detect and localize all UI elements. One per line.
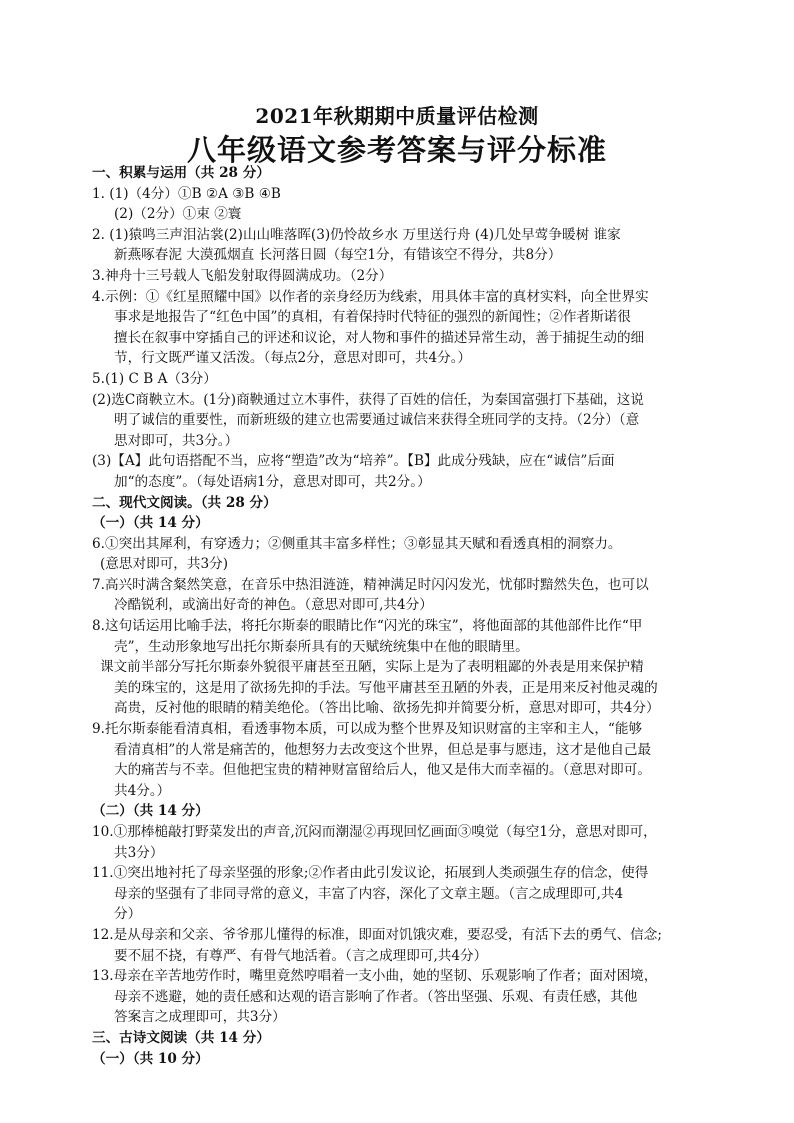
answer-line-q2: 新燕啄春泥 大漠孤烟直 长河落日圆（每空1分，有错该空不得分，共8分） (114, 247, 562, 264)
answer-line-q3: 3.神舟十三号载人飞船发射取得圆满成功。（2分） (92, 267, 393, 284)
answer-line-q6: 6.①突出其犀利，有穿透力；②侧重其丰富多样性；③彰显其天赋和看透真相的洞察力。 (92, 535, 622, 552)
answer-line-q4: 4.示例：①《红星照耀中国》以作者的亲身经历为线索，用具体丰富的真材实料，向全世界实 (92, 288, 649, 305)
answer-content (92, 163, 704, 1069)
answer-line-q11: 分） (114, 906, 142, 923)
answer-line-q4: 擅长在叙事中穿插自己的评述和议论，对人物和事件的描述异常生动，善于捕捉生动的细 (114, 329, 645, 346)
answer-line-q8: 壳”，生动形象地写出托尔斯泰所具有的天赋统统集中在他的眼睛里。 (114, 638, 529, 655)
answer-line-q13: 13.母亲在辛苦地劳作时，嘴里竟然哼唱着一支小曲，她的坚韧、乐观影响了作者；面对困境， (92, 968, 658, 985)
answer-line-q9: 大的痛苦与不幸。但他把宝贵的精神财富留给后人，他又是伟大而幸福的。（意思对即可。 (114, 762, 651, 779)
answer-line-q7: 冷酷锐利，或滴出好奇的神色。（意思对即可,共4分） (114, 597, 433, 614)
page-title: 八年级语文参考答案与评分标准 (186, 133, 607, 167)
answer-line-q5: 明了诚信的重要性，而新班级的建立也需要通过诚信来获得全班同学的支持。（2分）（意 (114, 412, 640, 429)
answer-line-q1: 1. (1)（4分）①B ②A ③B ④B (92, 185, 281, 202)
answer-line-q2: 2. (1)猿鸣三声泪沾裳(2)山山唯落晖(3)仍怜故乡水 万里送行舟 (4)几处早莺争暖树 谁家 (92, 226, 621, 243)
exam-subtitle: 2021年秋期期中质量评估检测 (255, 104, 539, 128)
answer-line-q11: 母亲的坚强有了非同寻常的意义，丰富了内容，深化了文章主题。（言之成理即可,共4 (114, 885, 624, 902)
answer-line-q8: 课文前半部分写托尔斯泰外貌很平庸甚至丑陋，实际上是为了表明粗鄙的外表是用来保护精 (100, 659, 644, 676)
answer-line-q12: 12.是从母亲和父亲、爷爷那儿懂得的标准，即面对饥饿灾难，要忍受，有活下去的勇气、信念; (92, 926, 662, 943)
subsection-heading-classical-1: （一）（共 10 分） (92, 1050, 209, 1067)
answer-line-q13: 母亲不逃避，她的责任感和达观的语言影响了作者。（答出坚强、乐观、有责任感，其他 (114, 988, 638, 1005)
section-heading-accumulation: 一、积累与运用（共 28 分） (92, 165, 270, 181)
answer-line-q8: 8.这句话运用比喻手法，将托尔斯泰的眼睛比作“闪光的珠宝”，将他面部的其他部件比作“甲 (92, 618, 643, 635)
answer-line-q5: (2)选C商鞅立木。(1分)商鞅通过立木事件，获得了百姓的信任，为秦国富强打下基础，这说 (92, 391, 644, 408)
answer-line-q9: 看清真相”的人常是痛苦的，他想努力去改变这个世界，但总是事与愿违，这才是他自己最 (114, 741, 652, 758)
answer-line-q5: (3)【A】此句语搭配不当，应将“塑造”改为“培养”。【B】此成分残缺，应在“诚信”后面 (92, 453, 615, 470)
answer-line-q12: 要不屈不挠，有尊严、有骨气地活着。（言之成理即可,共4分） (114, 947, 488, 964)
answer-line-q5: 5.(1) C B A（3分） (92, 370, 217, 387)
subsection-heading-2: （二）（共 14 分） (92, 803, 209, 820)
answer-line-q6: (意思对即可，共3分) (100, 556, 229, 573)
section-heading-modern-reading: 二、现代文阅读。（共 28 分） (92, 494, 277, 511)
answer-line-q4: 节，行文既严谨又活泼。（每点2分，意思对即可，共4分。） (114, 350, 472, 367)
answer-line-q8: 美的珠宝的，这是用了欲扬先抑的手法。写他平庸甚至丑陋的外表，正是用来反衬他灵魂的 (114, 679, 658, 696)
section-heading-classical-reading: 三、古诗文阅读（共 14 分） (92, 1029, 270, 1046)
answer-line-q11: 11.①突出地衬托了母亲坚强的形象;②作者由此引发议论，拓展到人类顽强生存的信念，使得 (92, 865, 649, 882)
answer-line-q5: 加“的态度”。（每处语病1分，意思对即可，共2分。） (114, 473, 431, 490)
answer-line-q10: 10.①那棒槌敲打野菜发出的声音,沉闷而潮湿②再现回忆画面③嗅觉（每空1分，意思对即可， (92, 824, 657, 840)
answer-line-q9: 共4分。） (114, 782, 171, 799)
answer-line-q5: 思对即可，共3分。） (114, 432, 239, 449)
answer-line-q8: 高贵，反衬他的眼睛的精美绝伦。（答出比喻、欲扬先抑并简要分析，意思对即可，共4分） (114, 700, 660, 717)
answer-line-q4: 事求是地报告了“红色中国”的真相，有着保持时代特征的强烈的新闻性；②作者斯诺很 (114, 309, 631, 326)
answer-line-q9: 9.托尔斯泰能看清真相，看透事物本质，可以成为整个世界及知识财富的主宰和主人，“能够 (92, 721, 643, 738)
answer-line-q10: 共3分） (114, 844, 164, 861)
subsection-heading-1: （一）（共 14 分） (92, 515, 209, 532)
answer-line-q1: (2)（2分）①束 ②寰 (114, 206, 242, 223)
answer-line-q13: 答案言之成理即可，共3分） (114, 1009, 286, 1026)
answer-line-q7: 7.高兴时满含粲然笑意，在音乐中热泪涟涟，精神满足时闪闪发光，忧郁时黯然失色，也可以 (92, 576, 649, 593)
